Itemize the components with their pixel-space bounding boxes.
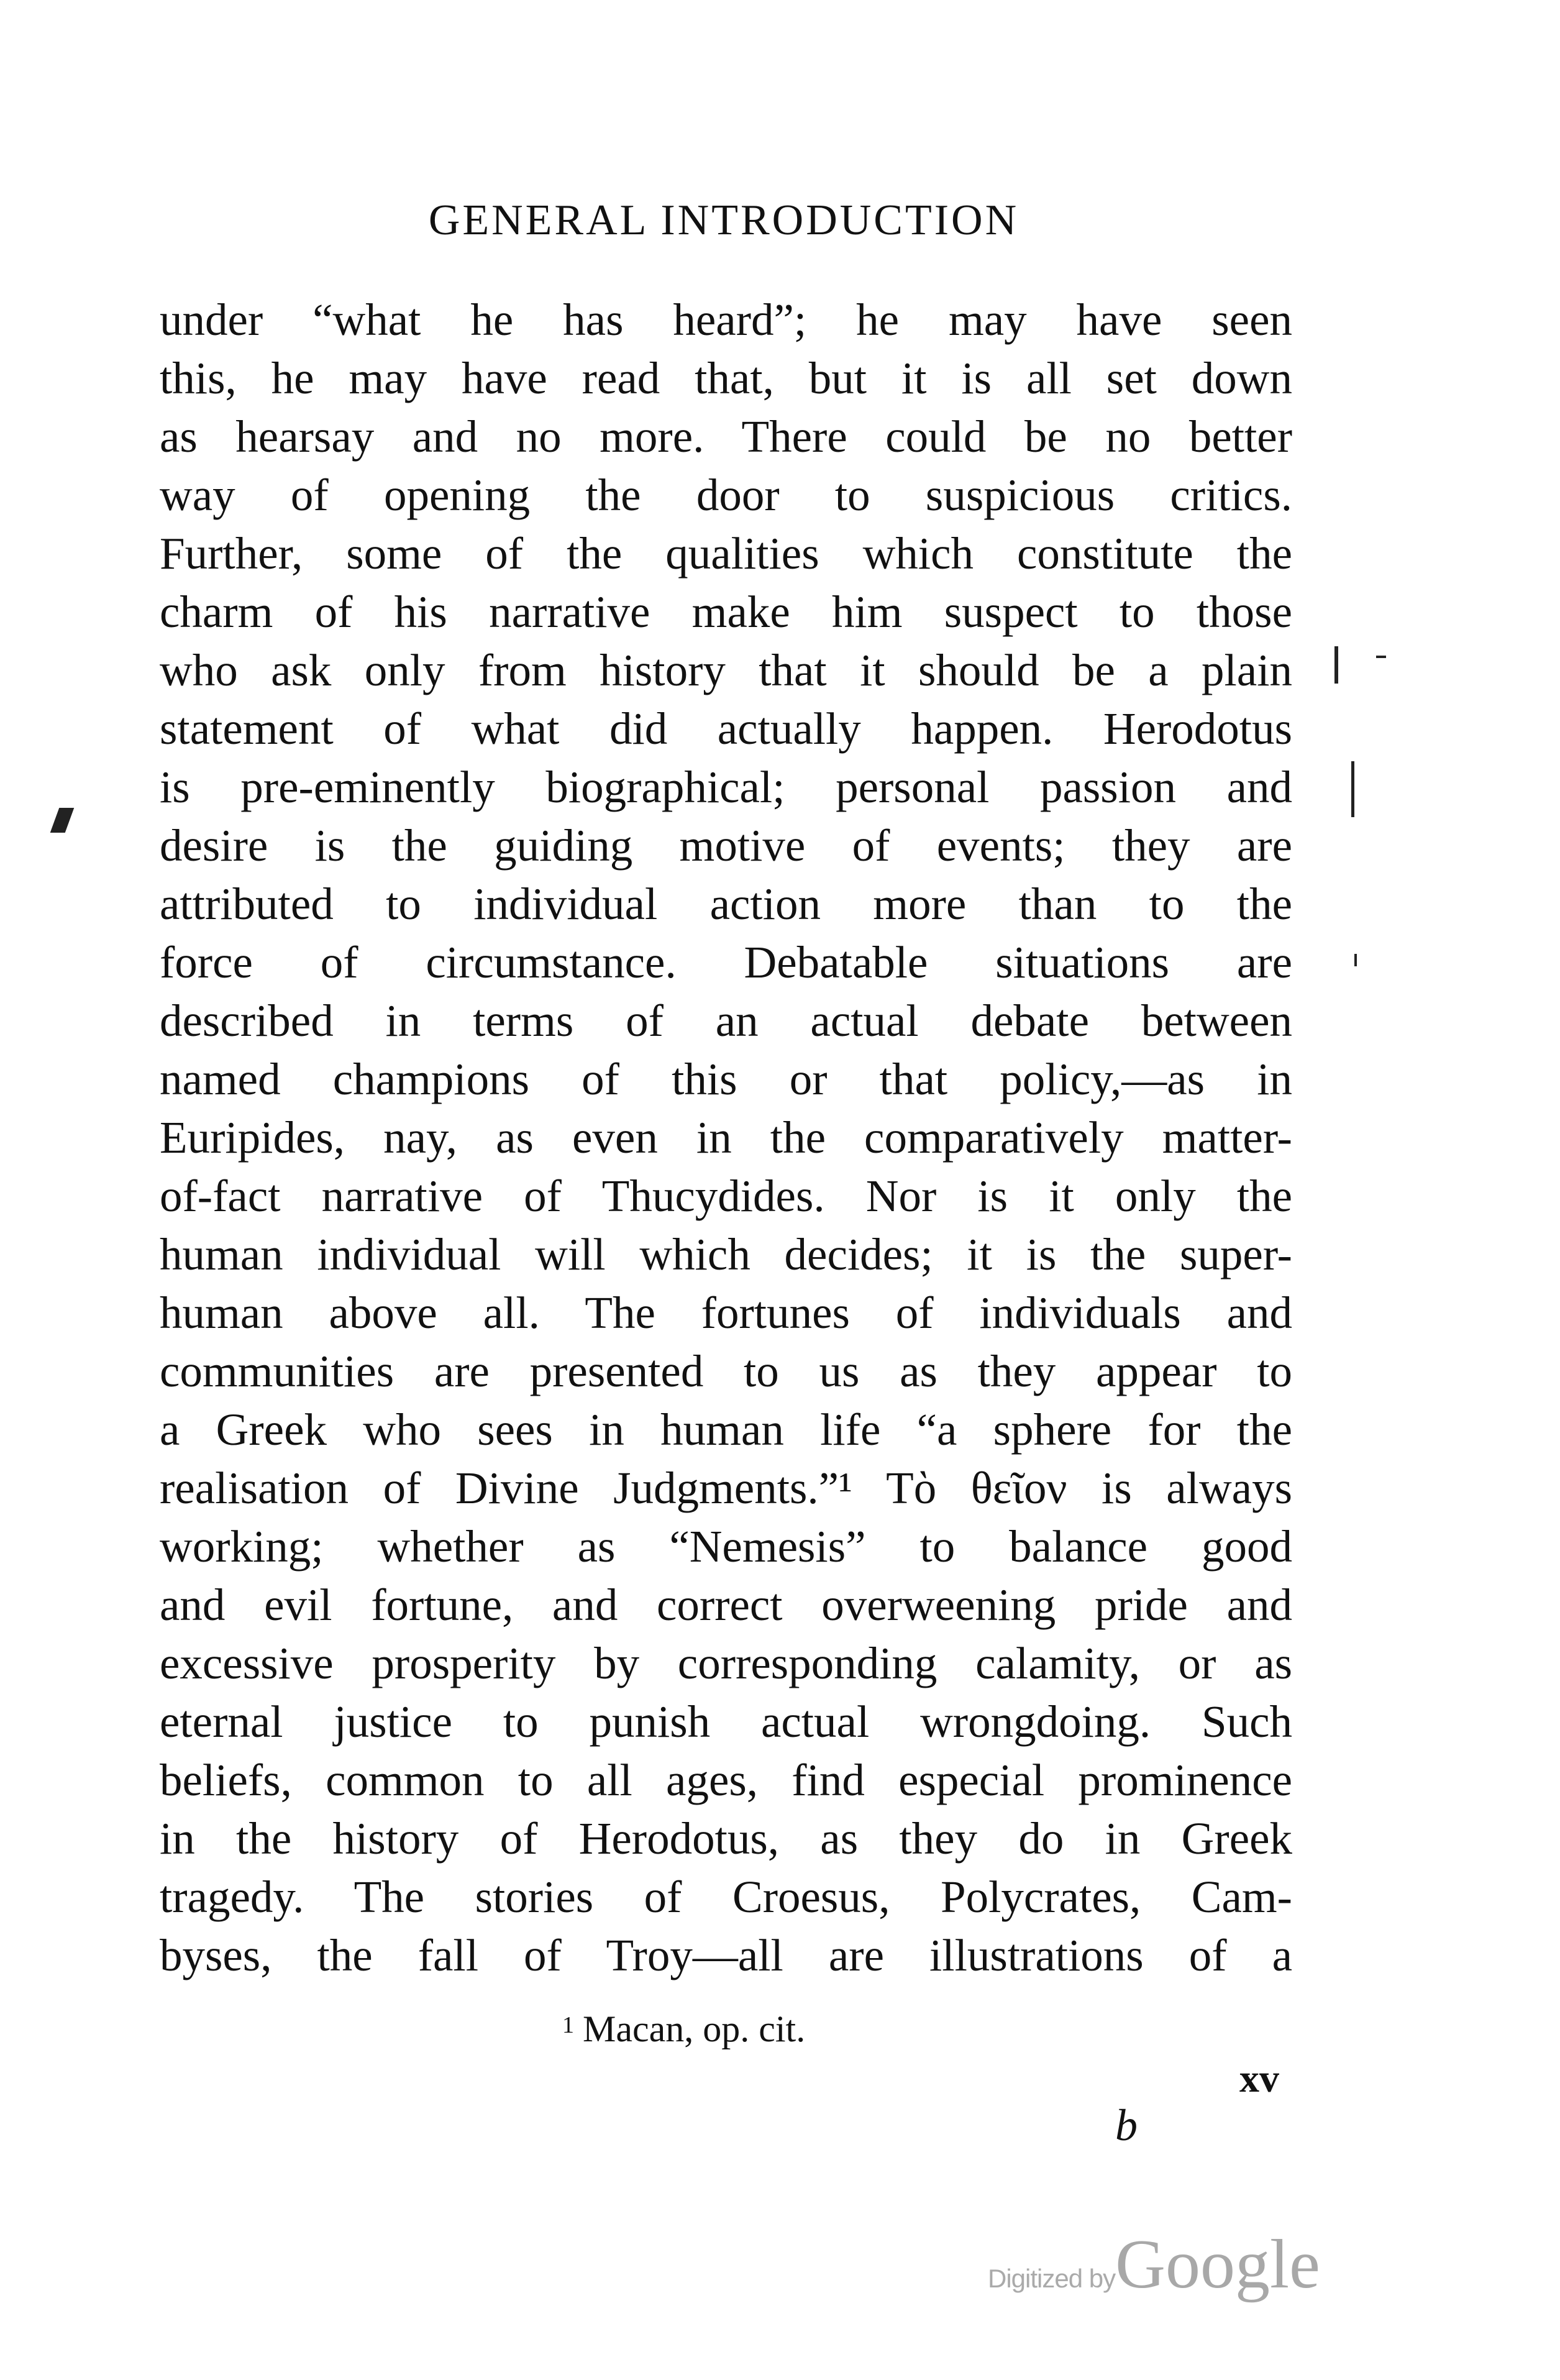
text-line: working; whether as “Nemesis” to balance good	[160, 1521, 1292, 1572]
text-line: a Greek who sees in human life “a sphere for the	[160, 1404, 1292, 1455]
text-line: realisation of Divine Judgments.”¹ Tὸ θεῖον is always	[160, 1463, 1292, 1513]
watermark-prefix: Digitized by	[988, 2264, 1116, 2293]
text-line: under “what he has heard”; he may have seen	[160, 295, 1292, 345]
watermark-brand: Google	[1115, 2226, 1320, 2303]
text-line: is pre-eminently biographical; personal passion and	[160, 762, 1292, 812]
text-line: Further, some of the qualities which constitute the	[160, 528, 1292, 579]
text-line: human above all. The fortunes of individuals and	[160, 1288, 1292, 1338]
signature-mark: b	[1115, 2100, 1138, 2150]
text-line: Euripides, nay, as even in the comparatively matter-	[160, 1112, 1292, 1163]
footnote	[562, 2004, 805, 2054]
text-line: in the history of Herodotus, as they do in Greek	[160, 1813, 1292, 1864]
digitized-watermark	[988, 2225, 1320, 2305]
page-number: xv	[1239, 2056, 1279, 2100]
text-line: described in terms of an actual debate between	[160, 995, 1292, 1046]
text-line: human individual will which decides; it is the super-	[160, 1229, 1292, 1279]
text-line: named champions of this or that policy,—as in	[160, 1054, 1292, 1104]
text-line: beliefs, common to all ages, find especial prominence	[160, 1755, 1292, 1805]
running-header: GENERAL INTRODUCTION	[428, 196, 1019, 244]
text-line: force of circumstance. Debatable situations are	[160, 937, 1292, 987]
text-line: tragedy. The stories of Croesus, Polycrates, Cam-	[160, 1872, 1292, 1922]
text-line: attributed to individual action more than to the	[160, 879, 1292, 929]
text-line: who ask only from history that it should be a plain	[160, 645, 1292, 695]
text-line: this, he may have read that, but it is all set down	[160, 353, 1292, 403]
text-line: byses, the fall of Troy—all are illustrations of a	[160, 1930, 1292, 1980]
margin-mark	[1354, 954, 1357, 966]
text-line: communities are presented to us as they appear to	[160, 1346, 1292, 1396]
margin-mark	[1334, 646, 1338, 684]
text-line: eternal justice to punish actual wrongdoing. Such	[160, 1696, 1292, 1747]
footnote-text: Macan, op. cit.	[583, 2008, 806, 2049]
text-line: and evil fortune, and correct overweening pride and	[160, 1580, 1292, 1630]
text-line: excessive prosperity by corresponding calamity, or as	[160, 1638, 1292, 1688]
text-line: charm of his narrative make him suspect to those	[160, 587, 1292, 637]
margin-mark	[1376, 656, 1386, 658]
footnote-number: 1	[562, 2012, 574, 2038]
text-line: of-fact narrative of Thucydides. Nor is it only the	[160, 1171, 1292, 1221]
margin-mark	[1351, 761, 1354, 817]
margin-mark	[50, 808, 75, 833]
text-line: way of opening the door to suspicious critics.	[160, 470, 1292, 520]
text-line: as hearsay and no more. There could be no better	[160, 411, 1292, 462]
text-line: statement of what did actually happen. Herodotus	[160, 703, 1292, 754]
text-line: desire is the guiding motive of events; they are	[160, 820, 1292, 871]
body-text	[160, 291, 1292, 1985]
